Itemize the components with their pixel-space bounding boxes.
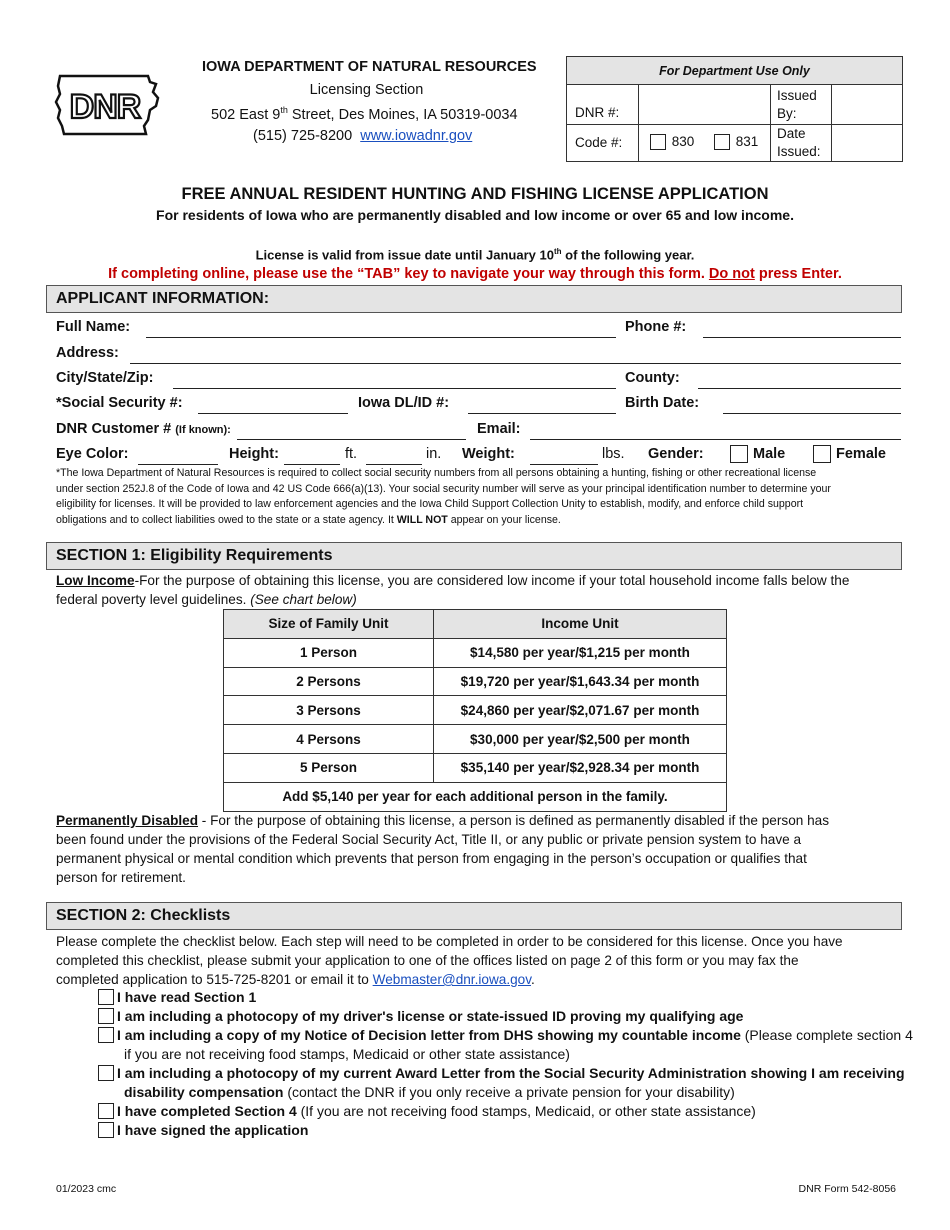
table-row: 3 Persons $24,860 per year/$2,071.67 per month: [224, 696, 727, 725]
code-830-checkbox[interactable]: [650, 134, 666, 150]
lbs-unit: lbs.: [602, 446, 625, 462]
checklist-item: I am including a photocopy of my driver's license or state-issued ID proving my qualifying age: [98, 1008, 743, 1025]
eye-color-label: Eye Color:: [56, 446, 129, 462]
ssn-label: *Social Security #:: [56, 395, 183, 411]
checklist-item: I am including a copy of my Notice of Decision letter from DHS showing my countable income (Please complete section 4: [98, 1027, 913, 1044]
checklist-checkbox[interactable]: [98, 1027, 114, 1043]
female-label: Female: [836, 446, 886, 462]
feet-unit: ft.: [345, 446, 358, 462]
code-number-label: Code #:: [575, 135, 623, 150]
address-label: Address:: [56, 345, 119, 361]
department-use-box: For Department Use Only DNR #: Issued By: Code #: 830 831 Date Issued:: [566, 56, 903, 162]
height-label: Height:: [229, 446, 279, 462]
checklist-item: I am including a photocopy of my current Award Letter from the Social Security Administration showing I am receiving: [98, 1065, 905, 1082]
address-field[interactable]: [130, 363, 901, 364]
full-name-label: Full Name:: [56, 319, 131, 335]
website-link[interactable]: www.iowadnr.gov: [360, 128, 473, 144]
city-state-zip-label: City/State/Zip:: [56, 370, 154, 386]
svg-text:DNR: DNR: [69, 88, 141, 126]
female-checkbox[interactable]: [813, 445, 831, 463]
phone-label: Phone #:: [625, 319, 687, 335]
table-header: Size of Family Unit: [224, 610, 434, 639]
dept-address: 502 East 9th Street, Des Moines, IA 50319-0034: [211, 105, 518, 123]
checklist-item-continuation: if you are not receiving food stamps, Medicaid or other state assistance): [124, 1046, 570, 1062]
email-field[interactable]: [530, 439, 901, 440]
table-row: 4 Persons $30,000 per year/$2,500 per month: [224, 725, 727, 754]
male-label: Male: [753, 446, 786, 462]
checklist-checkbox[interactable]: [98, 1122, 114, 1138]
height-feet-field[interactable]: [284, 464, 340, 465]
dept-contact: (515) 725-8200 www.iowadnr.gov: [253, 128, 473, 144]
birth-date-label: Birth Date:: [625, 395, 700, 411]
checklist-item: I have read Section 1: [98, 989, 256, 1006]
checklist-item: I have completed Section 4 (If you are not receiving food stamps, Medicaid, or other state assistance): [98, 1103, 756, 1120]
checklist-intro: Please complete the checklist below. Each step will need to be completed in order to be considered for this license. Once you have completed this checklist, please submit your application to one of the offices listed on page 2 of this form or you may fax the completed application to 515-725-8201 or email it to Webmaster@dnr.iowa.gov.: [56, 934, 843, 987]
table-row: 2 Persons $19,720 per year/$1,643.34 per month: [224, 667, 727, 696]
table-row: 1 Person $14,580 per year/$1,215 per month: [224, 638, 727, 667]
income-table: [223, 609, 727, 812]
checklist-item: I have signed the application: [98, 1122, 308, 1139]
dnr-customer-label: DNR Customer # (If known):: [56, 421, 231, 437]
county-label: County:: [625, 370, 680, 386]
dnr-number-label: DNR #:: [575, 105, 620, 120]
phone-field[interactable]: [703, 337, 901, 338]
issued-by-label: Issued By:: [777, 88, 817, 121]
birth-date-field[interactable]: [723, 413, 901, 414]
form-title: FREE ANNUAL RESIDENT HUNTING AND FISHING LICENSE APPLICATION: [181, 185, 769, 203]
online-warning: If completing online, please use the “TAB” key to navigate your way through this form. Do not press Enter.: [108, 266, 842, 282]
city-state-zip-field[interactable]: [173, 388, 616, 389]
eye-color-field[interactable]: [138, 464, 218, 465]
table-header: Income Unit: [434, 610, 727, 639]
section-2-heading: SECTION 2: Checklists: [46, 902, 902, 930]
footer-form-number: DNR Form 542-8056: [798, 1183, 896, 1195]
date-issued-label: Date Issued:: [777, 126, 821, 159]
email-label: Email:: [477, 421, 521, 437]
weight-label: Weight:: [462, 446, 515, 462]
height-inches-field[interactable]: [366, 464, 422, 465]
section-1-heading: SECTION 1: Eligibility Requirements: [46, 542, 902, 570]
table-row: 5 Person $35,140 per year/$2,928.34 per month: [224, 753, 727, 782]
validity-note: License is valid from issue date until January 10th of the following year.: [255, 247, 695, 263]
table-footer-row: Add $5,140 per year for each additional person in the family.: [224, 782, 727, 811]
dept-use-header: For Department Use Only: [567, 57, 902, 85]
ssn-field[interactable]: [198, 413, 348, 414]
licensing-section: Licensing Section: [309, 82, 424, 98]
county-field[interactable]: [698, 388, 901, 389]
iowa-dl-label: Iowa DL/ID #:: [358, 395, 450, 411]
checklist-checkbox[interactable]: [98, 1065, 114, 1081]
code-831-checkbox[interactable]: [714, 134, 730, 150]
webmaster-email-link[interactable]: Webmaster@dnr.iowa.gov: [372, 972, 532, 987]
full-name-field[interactable]: [146, 337, 616, 338]
checklist-item-continuation: disability compensation (contact the DNR if you only receive a private pension for your disability): [124, 1084, 735, 1100]
checklist-checkbox[interactable]: [98, 1103, 114, 1119]
form-subtitle: For residents of Iowa who are permanently disabled and low income or over 65 and low income.: [156, 207, 794, 223]
footer-revision: 01/2023 cmc: [56, 1183, 117, 1195]
permanently-disabled-paragraph: Permanently Disabled - For the purpose of obtaining this license, a person is defined as permanently disabled if the person has been found under the provisions of the Federal Social Security Act, Title II, or any public or private pension system to have a permanent physical or mental condition which prevents that person from engaging in the person’s occupation or qualifies that person for retirement.: [56, 813, 830, 885]
gender-label: Gender:: [648, 446, 704, 462]
male-checkbox[interactable]: [730, 445, 748, 463]
checklist-checkbox[interactable]: [98, 1008, 114, 1024]
inches-unit: in.: [426, 446, 442, 462]
weight-field[interactable]: [530, 464, 598, 465]
ssn-disclosure-note: *The Iowa Department of Natural Resources is required to collect social security numbers from all persons obtaining a hunting, fishing or other recreational license under section 252J.8 of the Code of Iowa and 42 US Code 666(a)(13). Your social security number will serve as your principal identification number to determine your eligibility for licenses. It will be provided to law enforcement agencies and the Iowa Child Support Collection Unity to establish, modify, and enforce child support obligations and to collect liabilities owed to the state or a state agency. It WILL NOT appear on your license.: [56, 467, 831, 526]
iowa-dl-field[interactable]: [468, 413, 616, 414]
dept-name: IOWA DEPARTMENT OF NATURAL RESOURCES: [202, 59, 537, 75]
low-income-paragraph: Low Income-For the purpose of obtaining this license, you are considered low income if your total household income falls below the federal poverty level guidelines. (See chart below): [56, 573, 850, 607]
applicant-info-heading: APPLICANT INFORMATION:: [46, 285, 902, 313]
dnr-customer-field[interactable]: [237, 439, 466, 440]
checklist-checkbox[interactable]: [98, 989, 114, 1005]
